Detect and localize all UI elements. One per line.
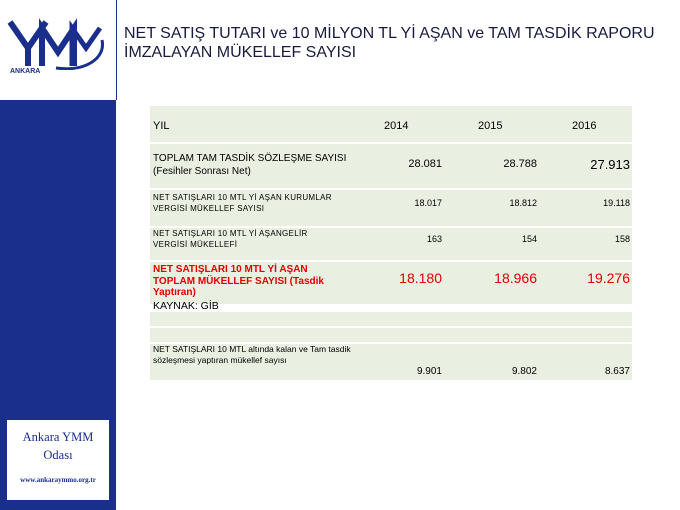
org-name (7, 428, 109, 464)
row-label: NET SATIŞLARI 10 MTL altında kalan ve Tam tasdik sözleşmesi yaptıran mükellef sayısı (153, 344, 351, 365)
table-row (150, 190, 632, 226)
row-value-2014: 28.081 (408, 158, 442, 170)
org-box (7, 420, 109, 500)
org-name-line1: Ankara YMM (22, 430, 94, 444)
page-title: NET SATIŞ TUTARI ve 10 MİLYON TL Yİ AŞAN ve TAM TASDİK RAPORU İMZALAYAN MÜKELLEF SAYISI (124, 25, 655, 61)
row-label: NET SATIŞLARI 10 MTL Yİ AŞAN KURUMLAR VERGİSİ MÜKELLEF SAYISI (153, 193, 332, 213)
row-value-2015: 18.966 (494, 270, 537, 286)
blank-row (150, 312, 632, 326)
logo (0, 0, 117, 100)
table-row (150, 144, 632, 188)
row-label: NET SATIŞLARI 10 MTL Yİ AŞANGELİR VERGİSİ MÜKELLEFİ (153, 229, 308, 249)
row-value-2015: 154 (521, 234, 537, 244)
header-year-label: YIL (153, 120, 170, 132)
row-label: TOPLAM TAM TASDİK SÖZLEŞME SAYISI (Fesihler Sonrası Net) (153, 153, 347, 177)
table-header-row (150, 106, 632, 142)
row-label: NET SATIŞLARI 10 MTL Yİ AŞAN TOPLAM MÜKELLEF SAYISI (Tasdik Yaptıran) (153, 264, 324, 298)
row-value-2014: 163 (426, 234, 442, 244)
row-value-2014: 18.180 (399, 270, 442, 286)
row-value-2016: 158 (614, 234, 630, 244)
row-value-2016: 19.276 (587, 270, 630, 286)
row-value-2015: 9.802 (511, 366, 537, 377)
row-value-2016: 8.637 (604, 366, 630, 377)
row-value-2015: 18.812 (509, 198, 537, 208)
org-url[interactable]: www.ankaraymmo.org.tr (20, 476, 96, 484)
header-2016: 2016 (572, 120, 597, 132)
row-value-2016: 19.118 (603, 198, 630, 208)
row-value-2014: 9.901 (416, 366, 442, 377)
table-row (150, 344, 632, 380)
logo-text: ANKARA (10, 68, 41, 75)
table-row (150, 228, 632, 260)
row-value-2015: 28.788 (503, 158, 537, 170)
source-label: KAYNAK: GİB (153, 300, 219, 312)
org-name-line2: Odası (43, 448, 73, 462)
row-value-2014: 18.017 (414, 198, 442, 208)
ymm-logo-icon (6, 18, 110, 70)
header-2015: 2015 (478, 120, 503, 132)
header-2014: 2014 (384, 120, 409, 132)
row-value-2016: 27.913 (590, 157, 630, 172)
blank-row (150, 328, 632, 342)
